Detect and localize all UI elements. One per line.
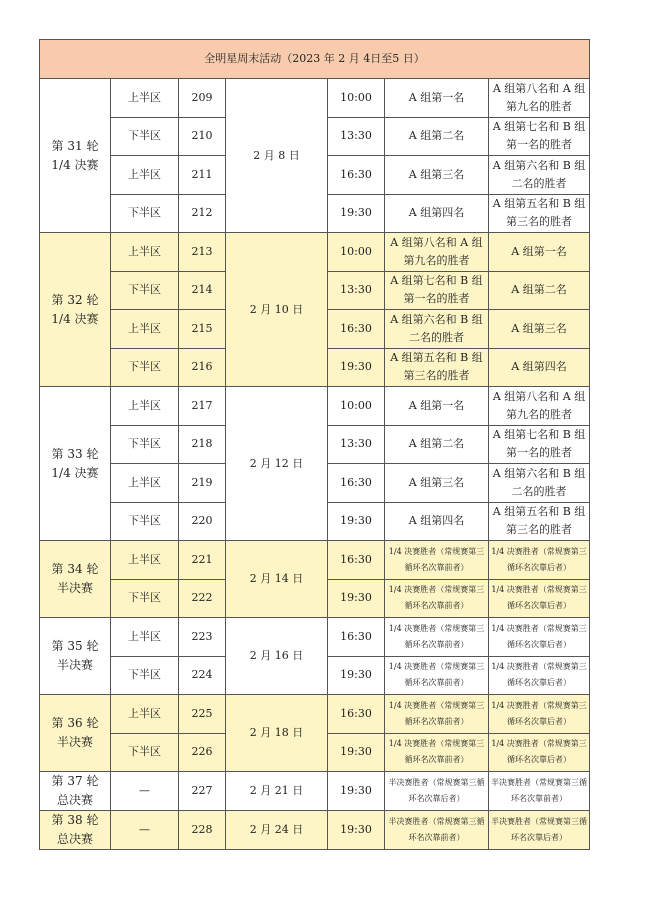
team-a-cell: A 组第五名和 B 组第三名的胜者 <box>385 348 489 387</box>
stage-label: 半决赛 <box>56 658 93 672</box>
team-a-cell: 1/4 决赛胜者（常规赛第三循环名次靠前者） <box>385 618 489 657</box>
stage-label: 半决赛 <box>56 735 93 749</box>
team-b-cell: 1/4 决赛胜者（常规赛第三循环名次靠后者） <box>489 695 590 734</box>
time-cell: 13:30 <box>328 271 385 310</box>
time-cell: 19:30 <box>328 811 385 850</box>
team-b-cell: A 组第六名和 B 组二名的胜者 <box>489 156 590 195</box>
time-cell: 16:30 <box>328 618 385 657</box>
schedule-row <box>40 695 590 734</box>
half-cell: 下半区 <box>111 117 179 156</box>
time-cell: 19:30 <box>328 733 385 772</box>
team-b-cell: A 组第八名和 A 组第九名的胜者 <box>489 79 590 118</box>
date-cell: 2 月 14 日 <box>226 541 328 618</box>
team-b-cell: 1/4 决赛胜者（常规赛第三循环名次靠后者） <box>489 733 590 772</box>
time-cell: 13:30 <box>328 425 385 464</box>
half-cell: 下半区 <box>111 194 179 233</box>
half-cell: 上半区 <box>111 310 179 349</box>
schedule-row <box>40 541 590 580</box>
round-label: 第 31 轮 <box>51 138 99 153</box>
match-number-cell: 219 <box>179 464 226 503</box>
team-b-cell: A 组第五名和 B 组第三名的胜者 <box>489 194 590 233</box>
round-cell <box>40 233 111 387</box>
stage-label: 半决赛 <box>56 581 93 595</box>
match-number-cell: 225 <box>179 695 226 734</box>
time-cell: 19:30 <box>328 579 385 618</box>
team-a-cell: A 组第八名和 A 组第九名的胜者 <box>385 233 489 272</box>
date-cell: 2 月 8 日 <box>226 79 328 233</box>
round-label: 第 33 轮 <box>51 446 99 461</box>
stage-label: 1/4 决赛 <box>51 311 99 326</box>
round-cell <box>40 772 111 811</box>
match-number-cell: 211 <box>179 156 226 195</box>
time-cell: 19:30 <box>328 348 385 387</box>
match-number-cell: 214 <box>179 271 226 310</box>
time-cell: 16:30 <box>328 310 385 349</box>
team-a-cell: 1/4 决赛胜者（常规赛第三循环名次靠前者） <box>385 541 489 580</box>
half-cell: 下半区 <box>111 348 179 387</box>
round-cell <box>40 387 111 541</box>
team-b-cell: 半决赛胜者（常规赛第三循环名次靠后者） <box>489 811 590 850</box>
half-cell: 下半区 <box>111 271 179 310</box>
round-label: 第 38 轮 <box>51 813 99 827</box>
schedule-row <box>40 233 590 272</box>
half-cell: 上半区 <box>111 156 179 195</box>
time-cell: 16:30 <box>328 156 385 195</box>
round-cell <box>40 618 111 695</box>
team-b-cell: A 组第七名和 B 组第一名的胜者 <box>489 425 590 464</box>
half-cell: 下半区 <box>111 656 179 695</box>
team-a-cell: A 组第四名 <box>385 194 489 233</box>
half-cell: — <box>111 772 179 811</box>
stage-label: 总决赛 <box>56 832 93 846</box>
team-b-cell: 1/4 决赛胜者（常规赛第三循环名次靠后者） <box>489 541 590 580</box>
team-a-cell: A 组第一名 <box>385 387 489 426</box>
match-number-cell: 209 <box>179 79 226 118</box>
stage-label: 1/4 决赛 <box>51 157 99 172</box>
round-label: 第 34 轮 <box>51 562 99 576</box>
date-cell: 2 月 16 日 <box>226 618 328 695</box>
round-label: 第 35 轮 <box>51 639 99 653</box>
team-a-cell: 1/4 决赛胜者（常规赛第三循环名次靠前者） <box>385 733 489 772</box>
half-cell: 下半区 <box>111 502 179 541</box>
match-number-cell: 220 <box>179 502 226 541</box>
half-cell: 下半区 <box>111 425 179 464</box>
team-a-cell: A 组第二名 <box>385 425 489 464</box>
stage-label: 总决赛 <box>56 793 93 807</box>
half-cell: 上半区 <box>111 233 179 272</box>
schedule-row <box>40 79 590 118</box>
team-a-cell: A 组第三名 <box>385 464 489 503</box>
time-cell: 16:30 <box>328 541 385 580</box>
match-number-cell: 212 <box>179 194 226 233</box>
match-number-cell: 222 <box>179 579 226 618</box>
team-b-cell: A 组第七名和 B 组第一名的胜者 <box>489 117 590 156</box>
team-a-cell: A 组第二名 <box>385 117 489 156</box>
time-cell: 19:30 <box>328 656 385 695</box>
team-b-cell: 1/4 决赛胜者（常规赛第三循环名次靠后者） <box>489 579 590 618</box>
match-number-cell: 221 <box>179 541 226 580</box>
table-title: 全明星周末活动（2023 年 2 月 4日至5 日） <box>40 40 590 79</box>
round-cell <box>40 811 111 850</box>
team-b-cell: 半决赛胜者（常规赛第三循环名次靠前者） <box>489 772 590 811</box>
team-a-cell: A 组第三名 <box>385 156 489 195</box>
date-cell: 2 月 18 日 <box>226 695 328 772</box>
team-a-cell: 1/4 决赛胜者（常规赛第三循环名次靠前者） <box>385 656 489 695</box>
time-cell: 10:00 <box>328 79 385 118</box>
team-b-cell: A 组第五名和 B 组第三名的胜者 <box>489 502 590 541</box>
time-cell: 19:30 <box>328 772 385 811</box>
round-label: 第 32 轮 <box>51 292 99 307</box>
schedule-row <box>40 772 590 811</box>
team-a-cell: A 组第七名和 B 组第一名的胜者 <box>385 271 489 310</box>
half-cell: 上半区 <box>111 464 179 503</box>
match-number-cell: 216 <box>179 348 226 387</box>
half-cell: 下半区 <box>111 579 179 618</box>
match-number-cell: 213 <box>179 233 226 272</box>
team-b-cell: A 组第二名 <box>489 271 590 310</box>
half-cell: 上半区 <box>111 541 179 580</box>
team-b-cell: 1/4 决赛胜者（常规赛第三循环名次靠后者） <box>489 656 590 695</box>
match-number-cell: 227 <box>179 772 226 811</box>
match-number-cell: 224 <box>179 656 226 695</box>
time-cell: 16:30 <box>328 464 385 503</box>
team-a-cell: 1/4 决赛胜者（常规赛第三循环名次靠前者） <box>385 695 489 734</box>
date-cell: 2 月 10 日 <box>226 233 328 387</box>
schedule-row <box>40 387 590 426</box>
time-cell: 19:30 <box>328 194 385 233</box>
match-number-cell: 215 <box>179 310 226 349</box>
team-a-cell: A 组第一名 <box>385 79 489 118</box>
match-number-cell: 210 <box>179 117 226 156</box>
schedule-row <box>40 811 590 850</box>
time-cell: 16:30 <box>328 695 385 734</box>
round-cell <box>40 541 111 618</box>
date-cell: 2 月 24 日 <box>226 811 328 850</box>
half-cell: 上半区 <box>111 695 179 734</box>
title-row <box>40 40 590 79</box>
time-cell: 10:00 <box>328 387 385 426</box>
round-cell <box>40 79 111 233</box>
team-b-cell: A 组第一名 <box>489 233 590 272</box>
team-b-cell: A 组第六名和 B 组二名的胜者 <box>489 464 590 503</box>
team-b-cell: A 组第四名 <box>489 348 590 387</box>
half-cell: 上半区 <box>111 79 179 118</box>
round-cell <box>40 695 111 772</box>
team-a-cell: A 组第四名 <box>385 502 489 541</box>
round-label: 第 37 轮 <box>51 774 99 788</box>
time-cell: 10:00 <box>328 233 385 272</box>
match-number-cell: 223 <box>179 618 226 657</box>
match-number-cell: 228 <box>179 811 226 850</box>
time-cell: 13:30 <box>328 117 385 156</box>
half-cell: 下半区 <box>111 733 179 772</box>
half-cell: 上半区 <box>111 387 179 426</box>
date-cell: 2 月 21 日 <box>226 772 328 811</box>
schedule-table <box>39 39 590 850</box>
team-b-cell: 1/4 决赛胜者（常规赛第三循环名次靠后者） <box>489 618 590 657</box>
time-cell: 19:30 <box>328 502 385 541</box>
schedule-row <box>40 618 590 657</box>
team-a-cell: 1/4 决赛胜者（常规赛第三循环名次靠前者） <box>385 579 489 618</box>
stage-label: 1/4 决赛 <box>51 465 99 480</box>
team-b-cell: A 组第三名 <box>489 310 590 349</box>
round-label: 第 36 轮 <box>51 716 99 730</box>
team-a-cell: A 组第六名和 B 组二名的胜者 <box>385 310 489 349</box>
date-cell: 2 月 12 日 <box>226 387 328 541</box>
match-number-cell: 226 <box>179 733 226 772</box>
match-number-cell: 217 <box>179 387 226 426</box>
half-cell: — <box>111 811 179 850</box>
team-a-cell: 半决赛胜者（常规赛第三循环名次靠前者） <box>385 811 489 850</box>
team-b-cell: A 组第八名和 A 组第九名的胜者 <box>489 387 590 426</box>
half-cell: 上半区 <box>111 618 179 657</box>
team-a-cell: 半决赛胜者（常规赛第三循环名次靠后者） <box>385 772 489 811</box>
match-number-cell: 218 <box>179 425 226 464</box>
